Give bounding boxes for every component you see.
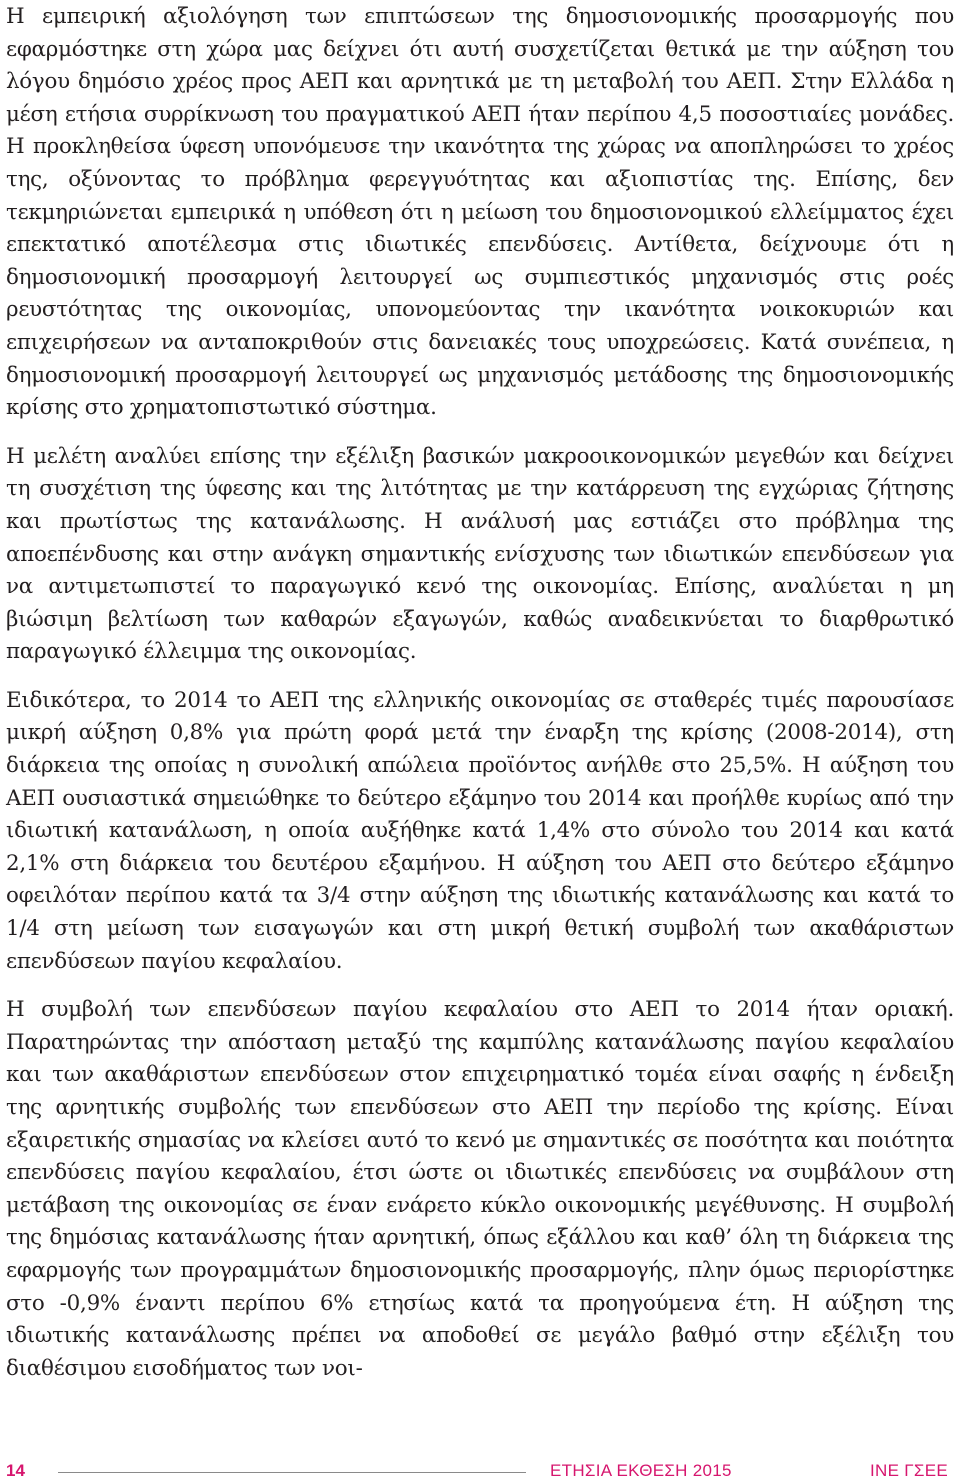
paragraph-4: Η συμβολή των επενδύσεων παγίου κεφαλαίου στο ΑΕΠ το 2014 ήταν οριακή. Παρατηρώντας την απόσταση μεταξύ της καμπύλης κατανάλωσης παγίου κεφαλαίου και των ακαθάριστων επενδύσεων στον επιχειρηματικό τομέα είναι σαφής η ένδειξη της αρνητικής συμβολής των επενδύσεων στο ΑΕΠ την περίοδο της κρίσης. Είναι εξαιρετικής σημασίας να κλείσει αυτό το κενό με σημαντικές σε ποσότητα και ποιότητα επενδύσεις παγίου κεφαλαίου, έτσι ώστε οι ιδιωτικές επενδύσεις να συμβάλουν στη μετάβαση της οικονομίας σε έναν ενάρετο κύκλο οικονομικής μεγέθυνσης. Η συμβολή της δημόσιας κατανάλωσης ήταν αρνητική, όπως εξάλλου και καθ’ όλη τη διάρκεια της εφαρμογής των προγραμμάτων δημοσιονομικής προσαρμογής, πλην όμως περιορίστηκε στο -0,9% έναντι περίπου 6% ετησίως κατά τα προηγούμενα έτη. Η αύξηση της ιδιωτικής κατανάλωσης πρέπει να αποδοθεί σε μεγάλο βαθμό στην εξέλιξη του διαθέσιμου εισοδήματος των νοι- — [6, 997, 954, 1381]
report-title: ΕΤΗΣΙΑ ΕΚΘΕΣΗ 2015 — [550, 1461, 732, 1480]
paragraph-1: Η εμπειρική αξιολόγηση των επιπτώσεων της δημοσιονομικής προσαρμογής που εφαρμόστηκε στη χώρα μας δείχνει ότι αυτή συσχετίζεται θετικά με την αύξηση του λόγου δημόσιο χρέος προς ΑΕΠ και αρνητικά με τη μεταβολή του ΑΕΠ. Στην Ελλάδα η μέση ετήσια συρρίκνωση του πραγματικού ΑΕΠ ήταν περίπου 4,5 ποσοστιαίες μονάδες. Η προκληθείσα ύφεση υπονόμευσε την ικανότητα της χώρας να αποπληρώσει το χρέος της, οξύνοντας το πρόβλημα φερεγγυότητας και αξιοπιστίας της. Επίσης, δεν τεκμηριώνεται εμπειρικά η υπόθεση ότι η μείωση του δημοσιονομικού ελλείμματος έχει επεκτατικό αποτέλεσμα στις ιδιωτικές επενδύσεις. Αντίθετα, δείχνουμε ότι η δημοσιονομική προσαρμογή λειτουργεί ως συμπιεστικός μηχανισμός στις ροές ρευστότητας της οικονομίας, υπονομεύοντας την ικανότητα νοικοκυριών και επιχειρήσεων να ανταποκριθούν στις δανειακές τους υποχρεώσεις. Κατά συνέπεια, η δημοσιονομική προσαρμογή λειτουργεί ως μηχανισμός μετάδοσης της δημοσιονομικής κρίσης στο χρηματοπιστωτικό σύστημα. — [6, 4, 954, 421]
paragraph-3: Ειδικότερα, το 2014 το ΑΕΠ της ελληνικής οικονομίας σε σταθερές τιμές παρουσίασε μικρή αύξηση 0,8% για πρώτη φορά μετά την έναρξη της κρίσης (2008-2014), στη διάρκεια της οποίας η συνολική απώλεια προϊόντος ανήλθε στο 25,5%. Η αύξηση του ΑΕΠ ουσιαστικά σημειώθηκε το δεύτερο εξάμηνο του 2014 και προήλθε κυρίως από την ιδιωτική κατανάλωση, η οποία αυξήθηκε κατά 1,4% στο σύνολο του 2014 και κατά 2,1% στη διάρκεια του δευτέρου εξαμήνου. Η αύξηση του ΑΕΠ στο δεύτερο εξάμηνο οφειλόταν περίπου κατά τα 3/4 στην αύξηση της ιδιωτικής κατανάλωσης και κατά το 1/4 στη μείωση των εισαγωγών και στη μικρή θετική συμβολή των ακαθάριστων επενδύσεων παγίου κεφαλαίου. — [6, 687, 954, 974]
body-text — [6, 1, 954, 1385]
page-footer — [6, 1449, 948, 1479]
publisher-name: ΙΝΕ ΓΣΕΕ — [869, 1461, 948, 1480]
page-number: 14 — [6, 1461, 25, 1480]
footer-divider — [58, 1472, 526, 1473]
paragraph-2: Η μελέτη αναλύει επίσης την εξέλιξη βασικών μακροοικονομικών μεγεθών και δείχνει τη συσχέτιση της ύφεσης και της λιτότητας με την κατάρρευση της εγχώριας ζήτησης και πρωτίστως της κατανάλωσης. Η ανάλυσή μας εστιάζει στο πρόβλημα της αποεπένδυσης και στην ανάγκη σημαντικής ενίσχυσης των ιδιωτικών επενδύσεων για να αντιμετωπιστεί το παραγωγικό κενό της οικονομίας. Επίσης, αναλύεται η μη βιώσιμη βελτίωση των καθαρών εξαγωγών, καθώς αναδεικνύεται το διαρθρωτικό παραγωγικό έλλειμμα της οικονομίας. — [6, 443, 954, 665]
